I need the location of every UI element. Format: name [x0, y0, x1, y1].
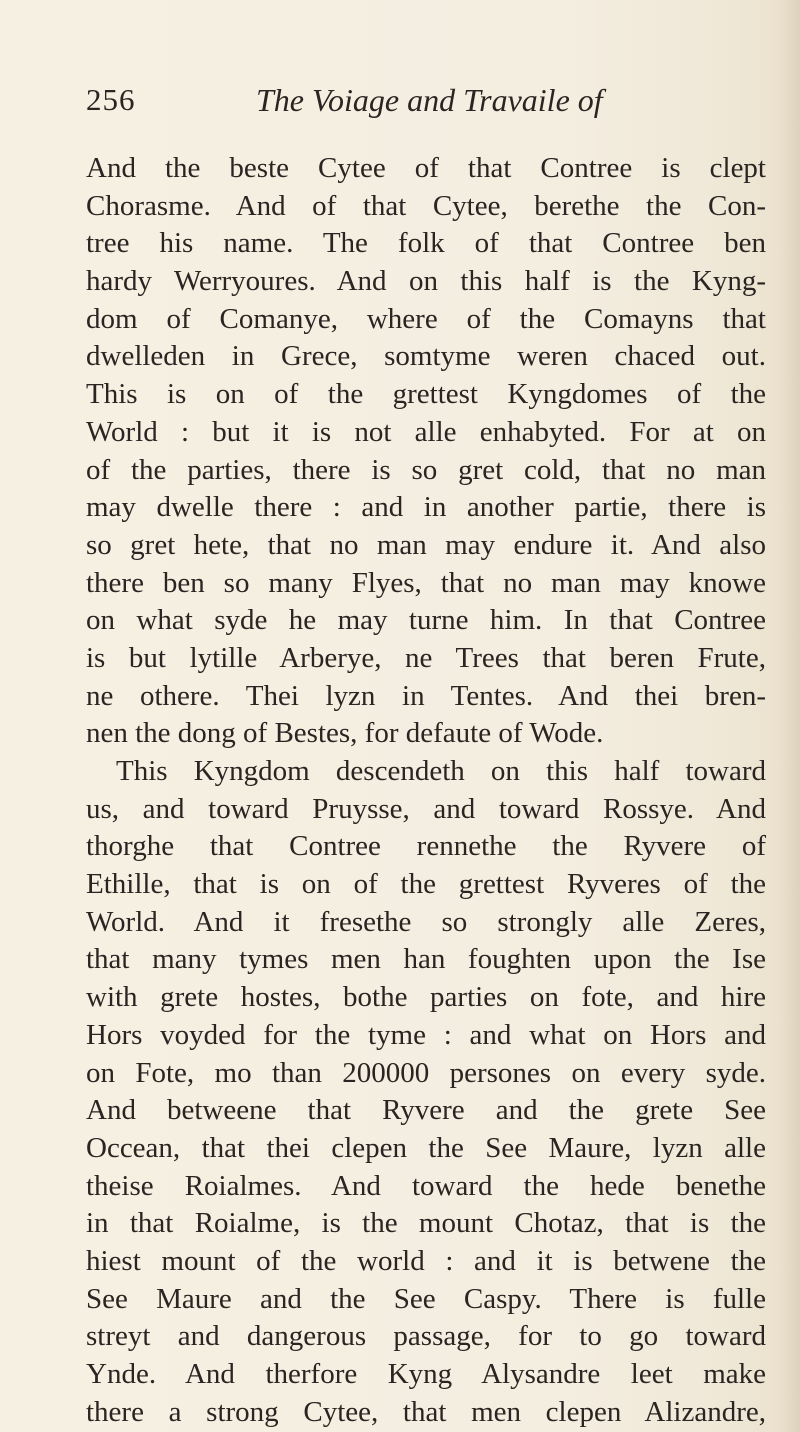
text-line: streyt and dangerous passage, for to go toward: [86, 1320, 766, 1353]
text-line: And the beste Cytee of that Contree is clept: [86, 152, 766, 184]
text-line: thorghe that Contree rennethe the Ryvere of: [86, 830, 766, 863]
text-line: that many tymes men han foughten upon the Ise: [86, 943, 766, 976]
text-line: Ethille, that is on of the grettest Ryveres of the: [86, 868, 766, 901]
text-line: See Maure and the See Caspy. There is fulle: [86, 1282, 766, 1315]
page-edge-shadow: [778, 0, 800, 1432]
text-line: ne othere. Thei lyzn in Tentes. And thei bren-: [86, 679, 766, 712]
text-line: dom of Comanye, where of the Comayns that: [86, 302, 766, 335]
text-line: dwelleden in Grece, somtyme weren chaced out.: [86, 340, 766, 373]
text-line: And betweene that Ryvere and the grete See: [86, 1094, 766, 1127]
text-line: tree his name. The folk of that Contree ben: [86, 227, 766, 260]
text-line: of the parties, there is so gret cold, that no man: [86, 453, 766, 486]
text-line: in that Roialme, is the mount Chotaz, that is the: [86, 1207, 766, 1240]
text-line: on what syde he may turne him. In that Contree: [86, 604, 766, 637]
text-line: there ben so many Flyes, that no man may knowe: [86, 566, 766, 599]
text-line: is but lytille Arberye, ne Trees that beren Frute,: [86, 641, 766, 674]
text-line: This is on of the grettest Kyngdomes of the: [86, 378, 766, 411]
page-header: [86, 82, 746, 122]
text-line: World : but it is not alle enhabyted. For at on: [86, 415, 766, 448]
text-line: there a strong Cytee, that men clepen Alizandre,: [86, 1395, 766, 1428]
running-title: The Voiage and Travaile of: [256, 82, 603, 118]
text-line: World. And it fresethe so strongly alle Zeres,: [86, 905, 766, 938]
text-line: hardy Werryoures. And on this half is the Kyng-: [86, 265, 766, 298]
text-line: so gret hete, that no man may endure it. And also: [86, 528, 766, 561]
text-line: with grete hostes, bothe parties on fote, and hire: [86, 981, 766, 1014]
text-line: nen the dong of Bestes, for defaute of Wode.: [86, 717, 604, 750]
text-line: This Kyngdom descendeth on this half toward: [116, 755, 766, 787]
text-line: Ynde. And therfore Kyng Alysandre leet make: [86, 1358, 766, 1390]
text-line: theise Roialmes. And toward the hede benethe: [86, 1169, 766, 1202]
body-text: [86, 150, 766, 1431]
text-line: Chorasme. And of that Cytee, berethe the Con-: [86, 189, 766, 222]
text-line: Occean, that thei clepen the See Maure, lyzn alle: [86, 1131, 766, 1164]
text-line: hiest mount of the world : and it is betwene the: [86, 1244, 766, 1277]
text-line: Hors voyded for the tyme : and what on Hors and: [86, 1018, 766, 1051]
text-line: us, and toward Pruysse, and toward Rossye. And: [86, 792, 766, 825]
text-line: on Fote, mo than 200000 persones on every syde.: [86, 1056, 766, 1089]
page-number: 256: [86, 82, 136, 117]
text-line: may dwelle there : and in another partie, there is: [86, 491, 766, 524]
